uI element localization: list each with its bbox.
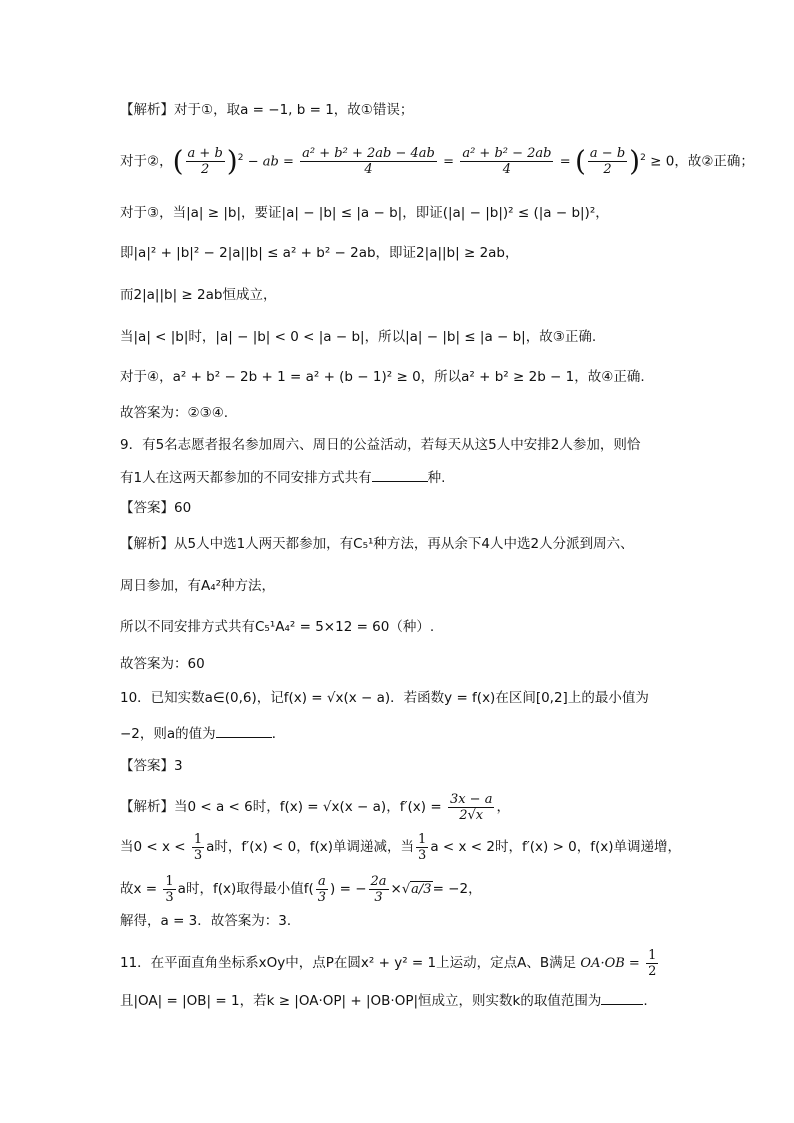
solution-9: 周日参加，有A₄²种方法， <box>120 578 276 594</box>
answer-8: 故答案为：②③④. <box>120 405 229 421</box>
solution-8-item-3: 对于③，当|a| ≥ |b|，要证|a| − |b| ≤ |a − b|，即证(|a| − |b|)² ≤ (|a − b|)²， <box>120 205 609 221</box>
answer-blank <box>216 723 272 738</box>
answer-10: 【答案】3 <box>120 758 183 774</box>
solution-8-step: 当|a| < |b|时，|a| − |b| < 0 < |a − b|，所以|a| − |b| ≤ |a − b|，故③正确. <box>120 329 597 345</box>
question-11-cont: 且|OA| = |OB| = 1，若k ≥ |OA·OP| + |OB·OP|恒成立，则实数k的取值范围为 . <box>120 990 648 1011</box>
question-9: 9．有5名志愿者报名参加周六、周日的公益活动，若每天从这5人中安排2人参加，则恰 <box>120 437 641 453</box>
solution-10: 【解析】当0 < a < 6时，f(x) = √x(x − a)，f′(x) = $\frac{3x - a}{2√x}$ ， <box>120 791 510 823</box>
answer-blank <box>372 467 428 482</box>
solution-8-step: 即|a|² + |b|² − 2|a||b| ≤ a² + b² − 2ab，即证2|a||b| ≥ 2ab， <box>120 245 519 261</box>
solution-8-intro: 【解析】对于①，取a = −1, b = 1，故①错误； <box>120 102 414 118</box>
answer-blank <box>601 990 643 1005</box>
question-11: 11．在平面直角坐标系xOy中，点P在圆x² + y² = 1上运动，定点A、B满足 OA·OB = $\frac{1}{2}$ <box>120 947 657 979</box>
solution-9: 【解析】从5人中选1人两天都参加，有C₅¹种方法，再从余下4人中选2人分派到周六、 <box>120 536 634 552</box>
question-10: 10．已知实数a∈(0,6)，记f(x) = √x(x − a)．若函数y = f(x)在区间[0,2]上的最小值为 <box>120 690 649 706</box>
solution-10: 故x = $\frac{1}{3}$ a时，f(x)取得最小值f( $\frac{a}{3}$ ) = − $\frac{2a}{3}$ ×√a/3= −2， <box>120 873 482 905</box>
question-9-cont: 有1人在这两天都参加的不同安排方式共有 种. <box>120 467 445 488</box>
solution-8-item-2: 对于②，( $\frac{a + b}{2}$ )$^2$ − ab = $\frac{\text{a² + b² + 2ab − 4ab}}{4}$ = $\frac{\text{a² + b² − 2ab}}{4}$ = ( $\frac{a - b}{2}$ )$^2$ ≥ 0，故②正确； <box>120 144 754 178</box>
solution-8-step: 而2|a||b| ≥ 2ab恒成立， <box>120 287 277 303</box>
solution-8-item-4: 对于④，a² + b² − 2b + 1 = a² + (b − 1)² ≥ 0，所以a² + b² ≥ 2b − 1，故④正确. <box>120 369 645 385</box>
solution-9: 所以不同安排方式共有C₅¹A₄² = 5×12 = 60（种）. <box>120 619 435 635</box>
solution-9-answer: 故答案为：60 <box>120 656 205 672</box>
question-10-cont: −2，则a的值为 ． <box>120 723 285 744</box>
solution-10: 当0 < x < $\frac{1}{3}$ a时，f′(x) < 0，f(x)单调递减，当 $\frac{1}{3}$ a < x < 2时，f′(x) > 0，f(x)单调递增， <box>120 831 682 863</box>
solution-10-answer: 解得，a = 3．故答案为：3． <box>120 913 301 929</box>
answer-9: 【答案】60 <box>120 500 192 516</box>
